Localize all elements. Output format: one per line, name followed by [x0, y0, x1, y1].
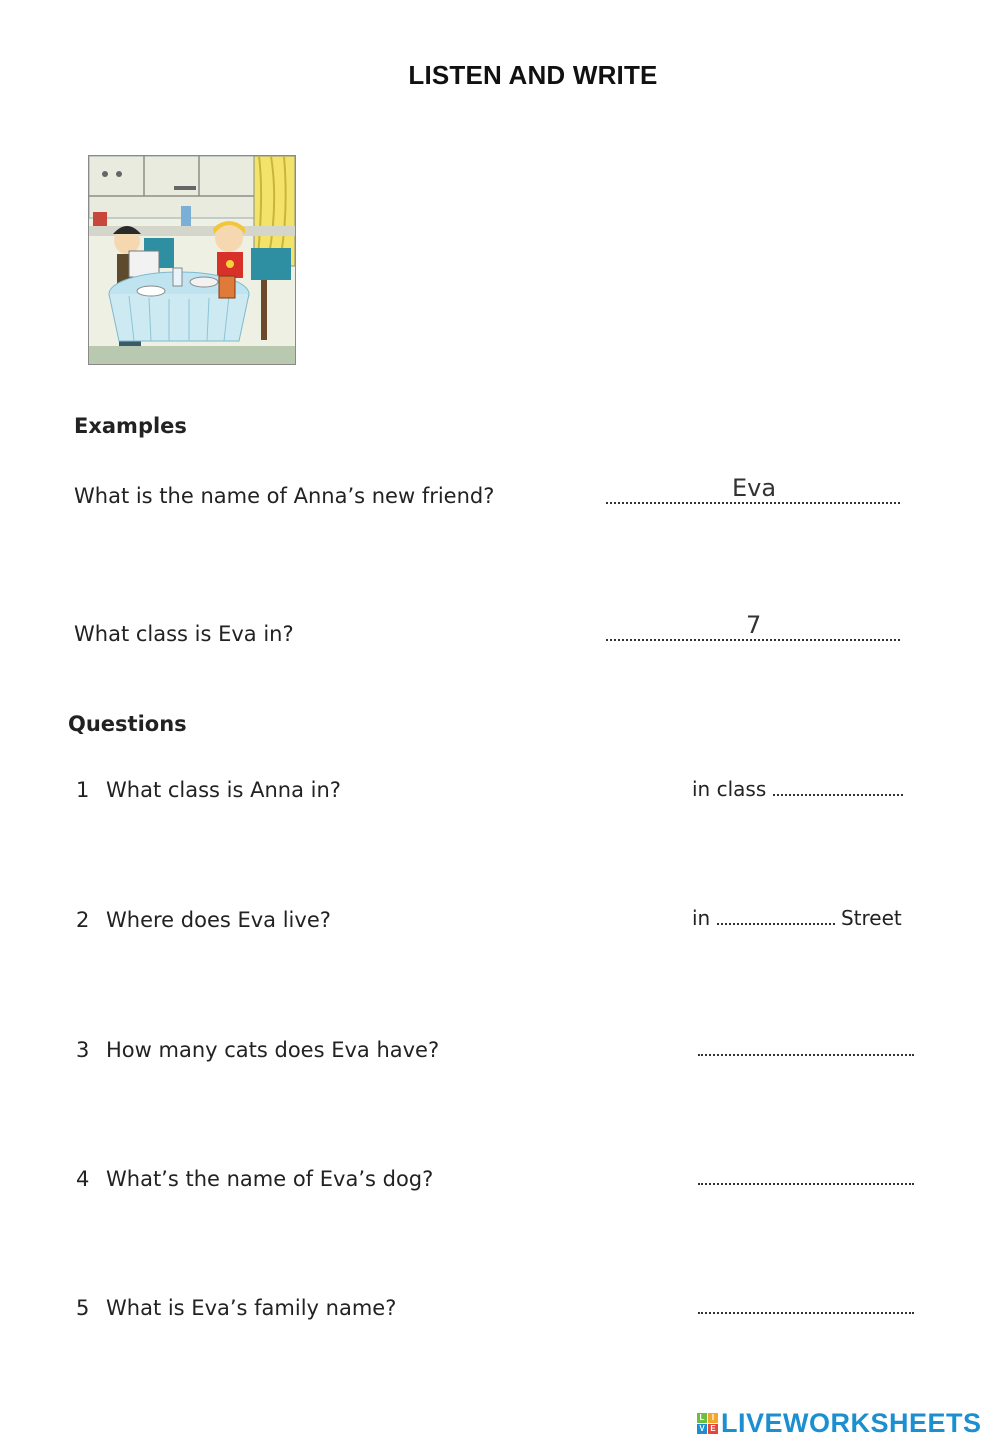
- question-3-text: How many cats does Eva have?: [106, 1038, 440, 1062]
- mark-cell: I: [708, 1413, 718, 1423]
- examples-heading: Examples: [74, 414, 187, 438]
- question-4: [76, 1167, 433, 1191]
- mark-cell: E: [708, 1424, 718, 1434]
- mark-cell: L: [697, 1413, 707, 1423]
- answer-5: [698, 1294, 914, 1319]
- question-2-number: 2: [76, 908, 90, 932]
- answer-4-blank[interactable]: [698, 1165, 914, 1185]
- answer-5-blank[interactable]: [698, 1294, 914, 1314]
- answer-2-suffix: Street: [840, 906, 902, 930]
- question-1-text: What class is Anna in?: [106, 778, 341, 802]
- mark-cell: V: [697, 1424, 707, 1434]
- question-3: [76, 1038, 439, 1062]
- question-3-number: 3: [76, 1038, 90, 1062]
- answer-4: [698, 1165, 914, 1190]
- questions-heading: Questions: [68, 712, 187, 736]
- example-answer-1-text: Eva: [732, 474, 777, 502]
- answer-1-prefix: in class: [692, 777, 767, 801]
- liveworksheets-mark-icon: [697, 1413, 718, 1434]
- answer-1-blank[interactable]: [773, 776, 903, 796]
- answer-dotted-line: [606, 639, 900, 641]
- question-5: [76, 1296, 396, 1320]
- question-5-text: What is Eva’s family name?: [106, 1296, 397, 1320]
- answer-2-blank[interactable]: [717, 905, 835, 925]
- example-answer-2-text: 7: [746, 611, 762, 639]
- liveworksheets-logo: [697, 1408, 982, 1438]
- answer-1: [692, 776, 903, 801]
- kitchen-scene-drawing: [89, 156, 295, 364]
- example-answer-1: [606, 474, 900, 504]
- question-1-number: 1: [76, 778, 90, 802]
- answer-3-blank[interactable]: [698, 1036, 914, 1056]
- question-2-text: Where does Eva live?: [106, 908, 331, 932]
- question-4-number: 4: [76, 1167, 90, 1191]
- worksheet-title: LISTEN AND WRITE: [408, 60, 658, 90]
- question-4-text: What’s the name of Eva’s dog?: [106, 1167, 434, 1191]
- liveworksheets-brand: LIVEWORKSHEETS: [721, 1407, 982, 1438]
- answer-2: [692, 905, 902, 930]
- answer-2-prefix: in: [692, 906, 711, 930]
- question-5-number: 5: [76, 1296, 90, 1320]
- example-question-1: What is the name of Anna’s new friend?: [74, 484, 495, 508]
- question-1: [76, 778, 341, 802]
- question-2: [76, 908, 331, 932]
- kitchen-illustration: [88, 155, 296, 365]
- answer-3: [698, 1036, 914, 1061]
- example-question-2: What class is Eva in?: [74, 622, 294, 646]
- example-answer-2: [606, 611, 900, 641]
- answer-dotted-line: [606, 502, 900, 504]
